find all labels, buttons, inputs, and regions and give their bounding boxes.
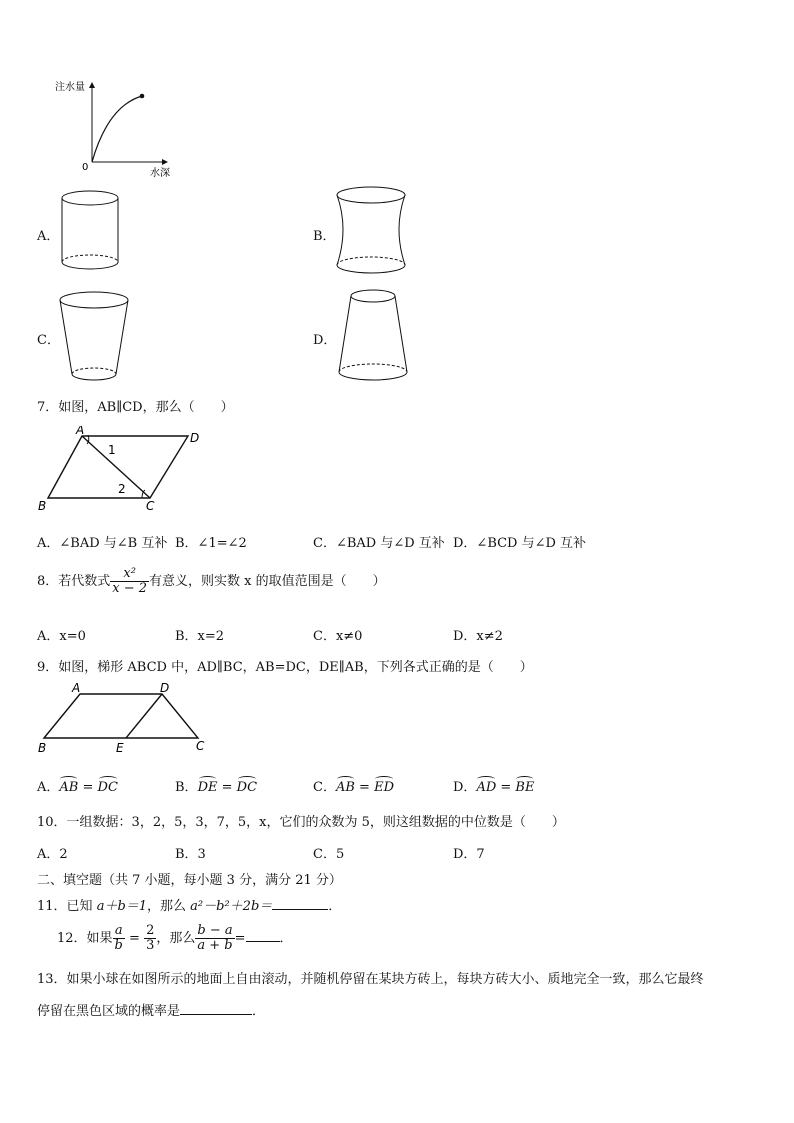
q12-den-a-b: a + b (197, 938, 233, 953)
q11-expression: a²－b²＋2b＝ (190, 899, 273, 914)
q9-arc-be: BE (515, 780, 535, 795)
q9-option-a: A．AB = DC (37, 780, 118, 795)
q12-fraction-ab (113, 924, 125, 953)
origin-label: 0 (82, 162, 89, 173)
q9-option-d-label: D． (453, 780, 477, 795)
q9-point-d: D (160, 682, 170, 695)
q10-option-a: A．2 (37, 847, 68, 862)
q8-denominator: x − 2 (112, 581, 148, 596)
y-axis-label: 注水量 (55, 82, 85, 93)
q12-answer-blank[interactable] (246, 929, 280, 942)
q8-option-b: B．x=2 (175, 629, 225, 644)
q7-stem: 7．如图，AB∥CD，那么（ ） (37, 400, 234, 415)
q6-option-d-label: D． (313, 333, 337, 348)
cup-wide-top-icon (56, 288, 136, 384)
q12-num-a: a (113, 924, 125, 939)
q13-line-2-text: 停留在黑色区域的概率是 (37, 1004, 181, 1019)
q8-suffix: 有意义，则实数 x 的取值范围是（ ） (149, 574, 386, 589)
x-axis-label: 水深 (150, 168, 170, 179)
q7-angle-2: 2 (118, 482, 126, 496)
q13-line-2 (37, 1000, 265, 1019)
q13-answer-blank[interactable] (180, 1002, 252, 1015)
q8-prefix: 8．若代数式 (37, 574, 111, 589)
q12-num-b-a: b − a (197, 923, 233, 938)
q9-option-c-label: C． (313, 780, 336, 795)
q6-option-b-label: B． (313, 229, 336, 244)
q11-mid: ，那么 (147, 899, 191, 914)
q10-stem: 10．一组数据：3，2，5，3，7，5，x，它们的众数为 5，则这组数据的中位数是（ ） (37, 815, 565, 830)
q8-option-a: A．x=0 (37, 629, 86, 644)
q9-stem: 9．如图，梯形 ABCD 中，AD∥BC，AB=DC，DE∥AB，下列各式正确的是（ ） (37, 660, 533, 675)
q9-point-e: E (116, 741, 124, 755)
q6-option-a-label: A． (37, 229, 60, 244)
q8-option-d: D．x≠2 (453, 629, 503, 644)
q9-arc-ab: AB (59, 780, 79, 795)
q6-option-c-label: C． (37, 333, 60, 348)
q12-fraction-23 (144, 924, 156, 953)
q7-option-b: B．∠1=∠2 (175, 536, 247, 551)
q12-fraction-target (195, 924, 234, 953)
q10-option-c: C．5 (313, 847, 345, 862)
q12-equals-2: = (234, 931, 246, 946)
q11 (37, 895, 341, 914)
q7-parallelogram-figure (34, 426, 214, 514)
hourglass-vessel-icon (333, 183, 413, 279)
q13-end: ． (252, 1004, 266, 1019)
q9-point-c: C (196, 739, 205, 753)
q9-arc-ab-2: AB (335, 780, 355, 795)
q11-condition: a＋b＝1 (96, 899, 148, 914)
q12-end: ． (279, 931, 293, 946)
q11-prefix: 11．已知 (37, 899, 97, 914)
q9-arc-ed: ED (374, 780, 394, 795)
q7-point-b: B (38, 499, 47, 513)
q8-numerator: x² (110, 567, 149, 582)
q12-prefix: 12．如果 (57, 931, 113, 946)
q7-point-a: A (76, 426, 85, 437)
q10-option-b: B．3 (175, 847, 206, 862)
q12 (57, 924, 293, 953)
q11-answer-blank[interactable] (272, 897, 328, 910)
q9-arc-dc: DC (97, 780, 118, 795)
q9-option-b-label: B． (175, 780, 198, 795)
q9-option-b: B．DE = DC (175, 780, 258, 795)
q7-point-c: C (146, 499, 155, 513)
q9-option-c: C．AB = ED (313, 780, 394, 795)
water-volume-depth-graph (50, 76, 180, 180)
q9-arc-ad: AD (476, 780, 497, 795)
q8-fraction (110, 567, 149, 596)
q7-angle-1: 1 (108, 443, 116, 457)
q9-point-a: A (72, 682, 81, 695)
q8-option-c: C．x≠0 (313, 629, 363, 644)
q7-point-d: D (190, 431, 200, 445)
q12-den-b: b (114, 938, 123, 953)
q7-option-d: D．∠BCD 与∠D 互补 (453, 536, 587, 551)
q9-point-b: B (38, 741, 47, 755)
q10-option-d: D．7 (453, 847, 485, 862)
q7-option-c: C．∠BAD 与∠D 互补 (313, 536, 445, 551)
section-heading: 二、填空题（共 7 小题，每小题 3 分，满分 21 分） (37, 873, 342, 888)
cup-wide-bottom-icon (333, 286, 415, 386)
q9-trapezoid-figure (34, 682, 214, 756)
q9-option-a-label: A． (37, 780, 60, 795)
q12-den-3: 3 (146, 938, 155, 953)
q8-stem (37, 567, 386, 596)
q12-mid: ，那么 (156, 931, 196, 946)
q9-option-d: D．AD = BE (453, 780, 535, 795)
q13-line-1: 13．如果小球在如图所示的地面上自由滚动，并随机停留在某块方砖上，每块方砖大小、质地完全一致，那么它最终 (37, 972, 704, 987)
q9-arc-de: DE (197, 780, 218, 795)
q12-equals: = (129, 931, 140, 946)
q11-end: ． (328, 899, 342, 914)
cylinder-icon (58, 188, 128, 274)
q12-num-2: 2 (146, 923, 155, 938)
q7-option-a: A．∠BAD 与∠B 互补 (37, 536, 168, 551)
q9-arc-dc-2: DC (236, 780, 258, 795)
